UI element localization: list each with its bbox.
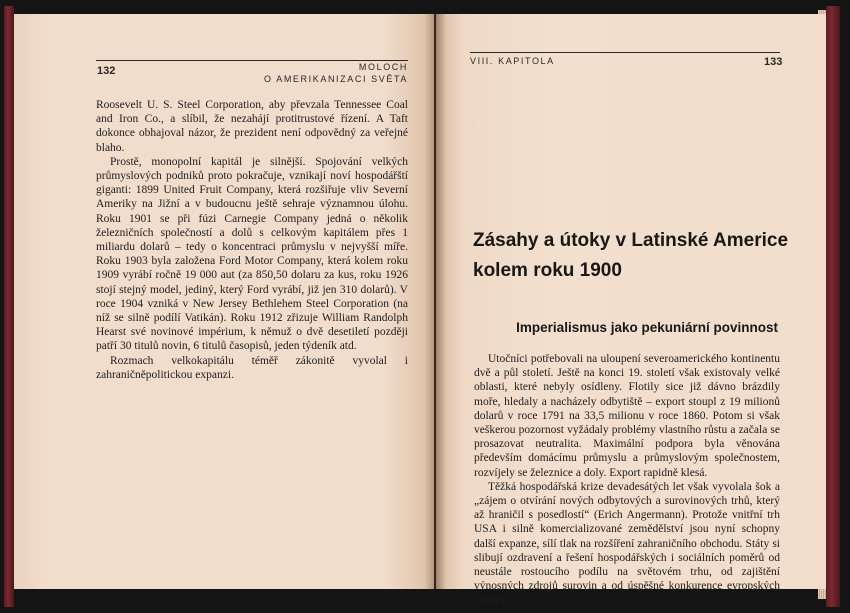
right-page-body [474,352,780,608]
book-gutter [424,14,446,589]
left-running-head-line2: O AMERIKANIZACI SVĚTA [264,74,408,84]
right-running-head: VIII. KAPITOLA [470,56,555,66]
right-page-number: 133 [764,56,783,68]
right-header-rule [470,52,780,53]
section-title: Imperialismus jako pekuniární povinnost [516,320,778,335]
paragraph: Těžká hospodářská krize devadesátých let však vyvolala šok a „zájem o otvírání nových odbytových a surovinových trhů, který až hraničil s posedlostí“ (Erich Angermann). Protože vnitřní trh USA i silně komercializované zemědělství jsou nyní schopny další expanze, sílí tlak na rozšíření zahraničního obchodu. Státy si slibují ozdravení a řešení hospodářských i sociálních poměrů od neustále rostoucího podílu na světovém trhu, od zajištění výnosných zdrojů surovin a od úspěšné konkurence evropských zemích. [474,480,780,607]
left-header-rule [96,60,408,61]
left-page-body [96,98,408,382]
left-page-number: 132 [97,65,116,77]
chapter-title: Zásahy a útoky v Latinské Americe kolem roku 1900 [473,230,789,281]
paragraph: Roosevelt U. S. Steel Corporation, aby převzala Tennessee Coal and Iron Co., a slíbil, že nezahájí protitrustové řízení. A Taft dokonce obhajoval názor, že prezident není odpovědný za veřejné blaho. [96,99,408,154]
paragraph: Prostě, monopolní kapitál je silnější. Spojování velkých průmyslových podniků proto pokračuje, vznikají noví hospodářští giganti: 1899 United Fruit Company, která rozšiřuje vliv Severní Ameriky na Jižní a v budoucnu ještě sehraje významnou úlohu. Roku 1901 se při fúzi Carnegie Company jedná o několik železničních společností a dolů s celkovým kapitálem přes 1 miliardu dolarů – tedy o koncentraci průmyslu v nejvyšší míře. Roku 1903 byla založena Ford Motor Company, která kolem roku 1909 vyrábí ročně 19 000 aut (za 850,50 dolaru za kus, roku 1926 stojí stejný model, jediný, který Ford vyrábí, již jen 310 dolarů). V roce 1904 vzniká v New Jersey Bethlehem Steel Corporation (na níž se silně podílí Vatikán). Roku 1912 zřizuje William Randolph Hearst své novinové impérium, k němuž o dvě desetiletí později patří 30 titulů novin, 6 titulů časopisů, jeden týdeník atd. [96,155,408,353]
book-cover-left-edge [4,6,14,607]
left-running-head-line1: MOLOCH [358,62,408,72]
paragraph: Rozmach velkokapitálu téměř zákonitě vyvolal i zahraničněpolitickou expanzi. [96,354,408,381]
book-cover-right-edge [826,6,840,607]
paragraph: Utočníci potřebovali na uloupení severoamerického kontinentu dvě a půl století. Ještě na konci 19. století však existovaly velké oblasti, které nebyly osídleny. Flotily sice již dávno brázdily moře, hledaly a nacházely odbytiště – export stoupl z 19 milionů dolarů v roce 1791 na 33,5 milionu v roce 1860. Potom si však veškerou pozornost vyžádaly problémy vlastního růstu a začala se prosazovat neutralita. Maximální podpora byla věnována především domácímu průmyslu a průmyslovým společnostem, rozvíjely se železnice a doly. Export rapidně klesá. [474,353,780,479]
